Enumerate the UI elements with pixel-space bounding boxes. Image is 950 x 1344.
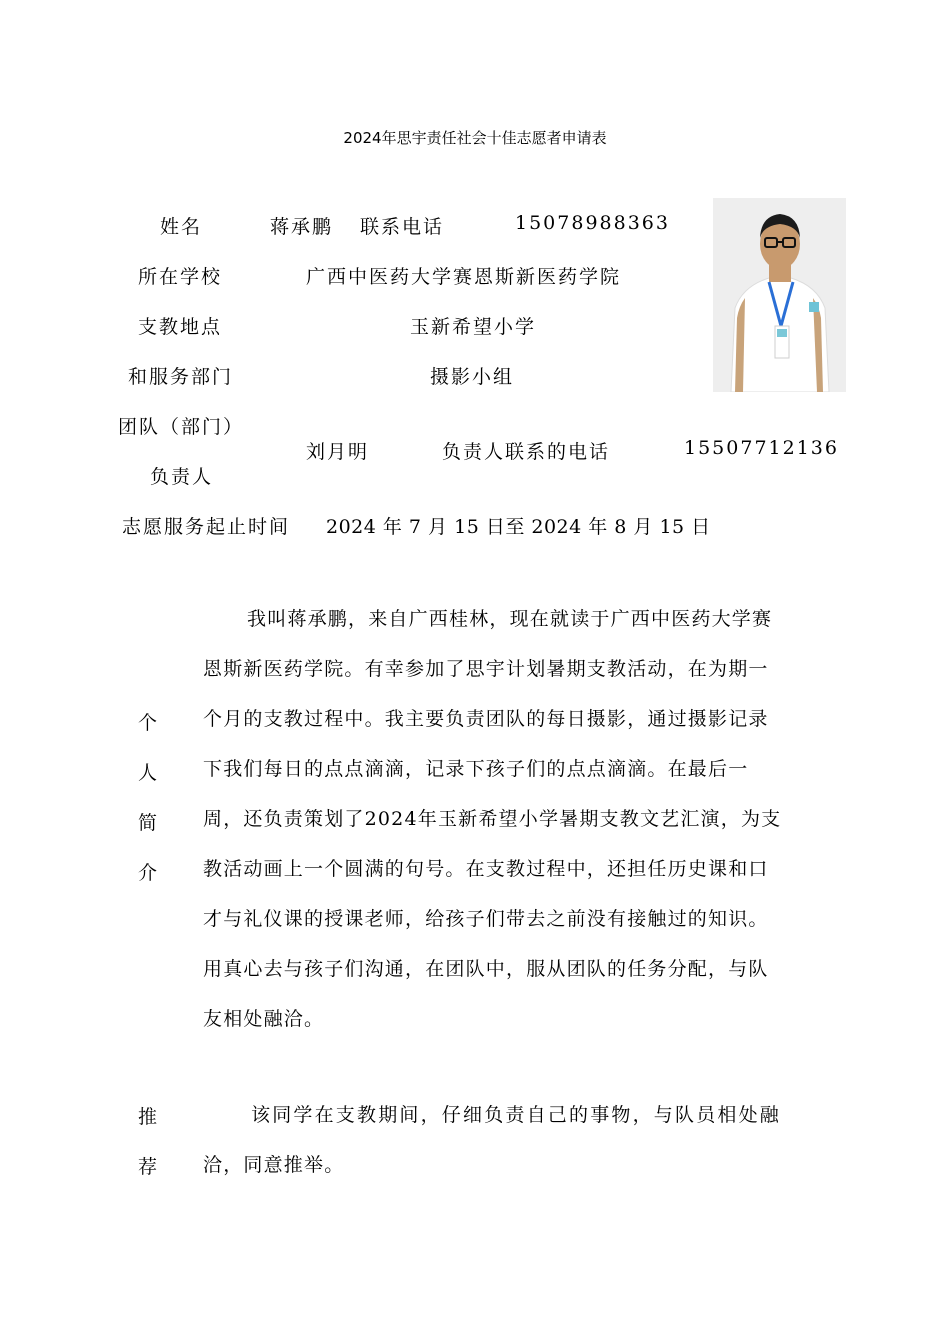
- intro-label-char: 人: [138, 762, 158, 784]
- dept-value: 摄影小组: [430, 366, 515, 388]
- place-label: 支教地点: [138, 316, 223, 338]
- dept-label: 和服务部门: [128, 366, 234, 388]
- intro-line: 才与礼仪课的授课老师，给孩子们带去之前没有接触过的知识。: [203, 908, 769, 930]
- intro-line: 教活动画上一个圆满的句号。在支教过程中，还担任历史课和口: [203, 858, 769, 880]
- phone-value: 15078988363: [515, 212, 670, 234]
- recommend-line: 洽，同意推举。: [203, 1154, 345, 1176]
- period-value: 2024 年 7 月 15 日至 2024 年 8 月 15 日: [326, 516, 711, 538]
- intro-line: 我叫蒋承鹏，来自广西桂林，现在就读于广西中医药大学赛: [247, 608, 773, 630]
- intro-line: 周，还负责策划了2024年玉新希望小学暑期支教文艺汇演，为支: [203, 808, 782, 830]
- recommend-label-char: 荐: [138, 1156, 158, 1178]
- recommend-line: 该同学在支教期间，仔细负责自己的事物，与队员相处融: [251, 1104, 782, 1126]
- form-title: 2024年思宇责任社会十佳志愿者申请表: [343, 129, 607, 147]
- intro-label-char: 介: [138, 862, 158, 884]
- intro-paragraph: [203, 594, 781, 1044]
- leader-phone-value: 15507712136: [684, 437, 839, 459]
- intro-line: 个月的支教过程中。我主要负责团队的每日摄影，通过摄影记录: [203, 708, 769, 730]
- name-label: 姓名: [160, 216, 203, 238]
- phone-label: 联系电话: [360, 216, 445, 238]
- intro-line: 用真心去与孩子们沟通，在团队中，服从团队的任务分配，与队: [203, 958, 769, 980]
- school-label: 所在学校: [138, 266, 223, 288]
- recommend-label-char: 推: [138, 1106, 158, 1128]
- portrait-image: [713, 198, 846, 392]
- intro-label-char: 简: [138, 812, 158, 834]
- intro-line: 恩斯新医药学院。有幸参加了思宇计划暑期支教活动，在为期一: [203, 658, 769, 680]
- applicant-photo: [713, 198, 846, 392]
- intro-line: 下我们每日的点点滴滴，记录下孩子们的点点滴滴。在最后一: [203, 758, 749, 780]
- intro-label-char: 个: [138, 712, 158, 734]
- name-value: 蒋承鹏: [270, 216, 334, 238]
- intro-line: 友相处融洽。: [203, 1008, 325, 1030]
- leader-phone-label: 负责人联系的电话: [442, 441, 611, 463]
- place-value: 玉新希望小学: [410, 316, 537, 338]
- recommend-paragraph: [203, 1090, 781, 1190]
- school-value: 广西中医药大学赛恩斯新医药学院: [306, 266, 622, 288]
- leader-value: 刘月明: [306, 441, 370, 463]
- leader-label-line1: 团队（部门）: [118, 416, 245, 438]
- leader-label-line2: 负责人: [150, 466, 214, 488]
- period-label: 志愿服务起止时间: [122, 516, 291, 538]
